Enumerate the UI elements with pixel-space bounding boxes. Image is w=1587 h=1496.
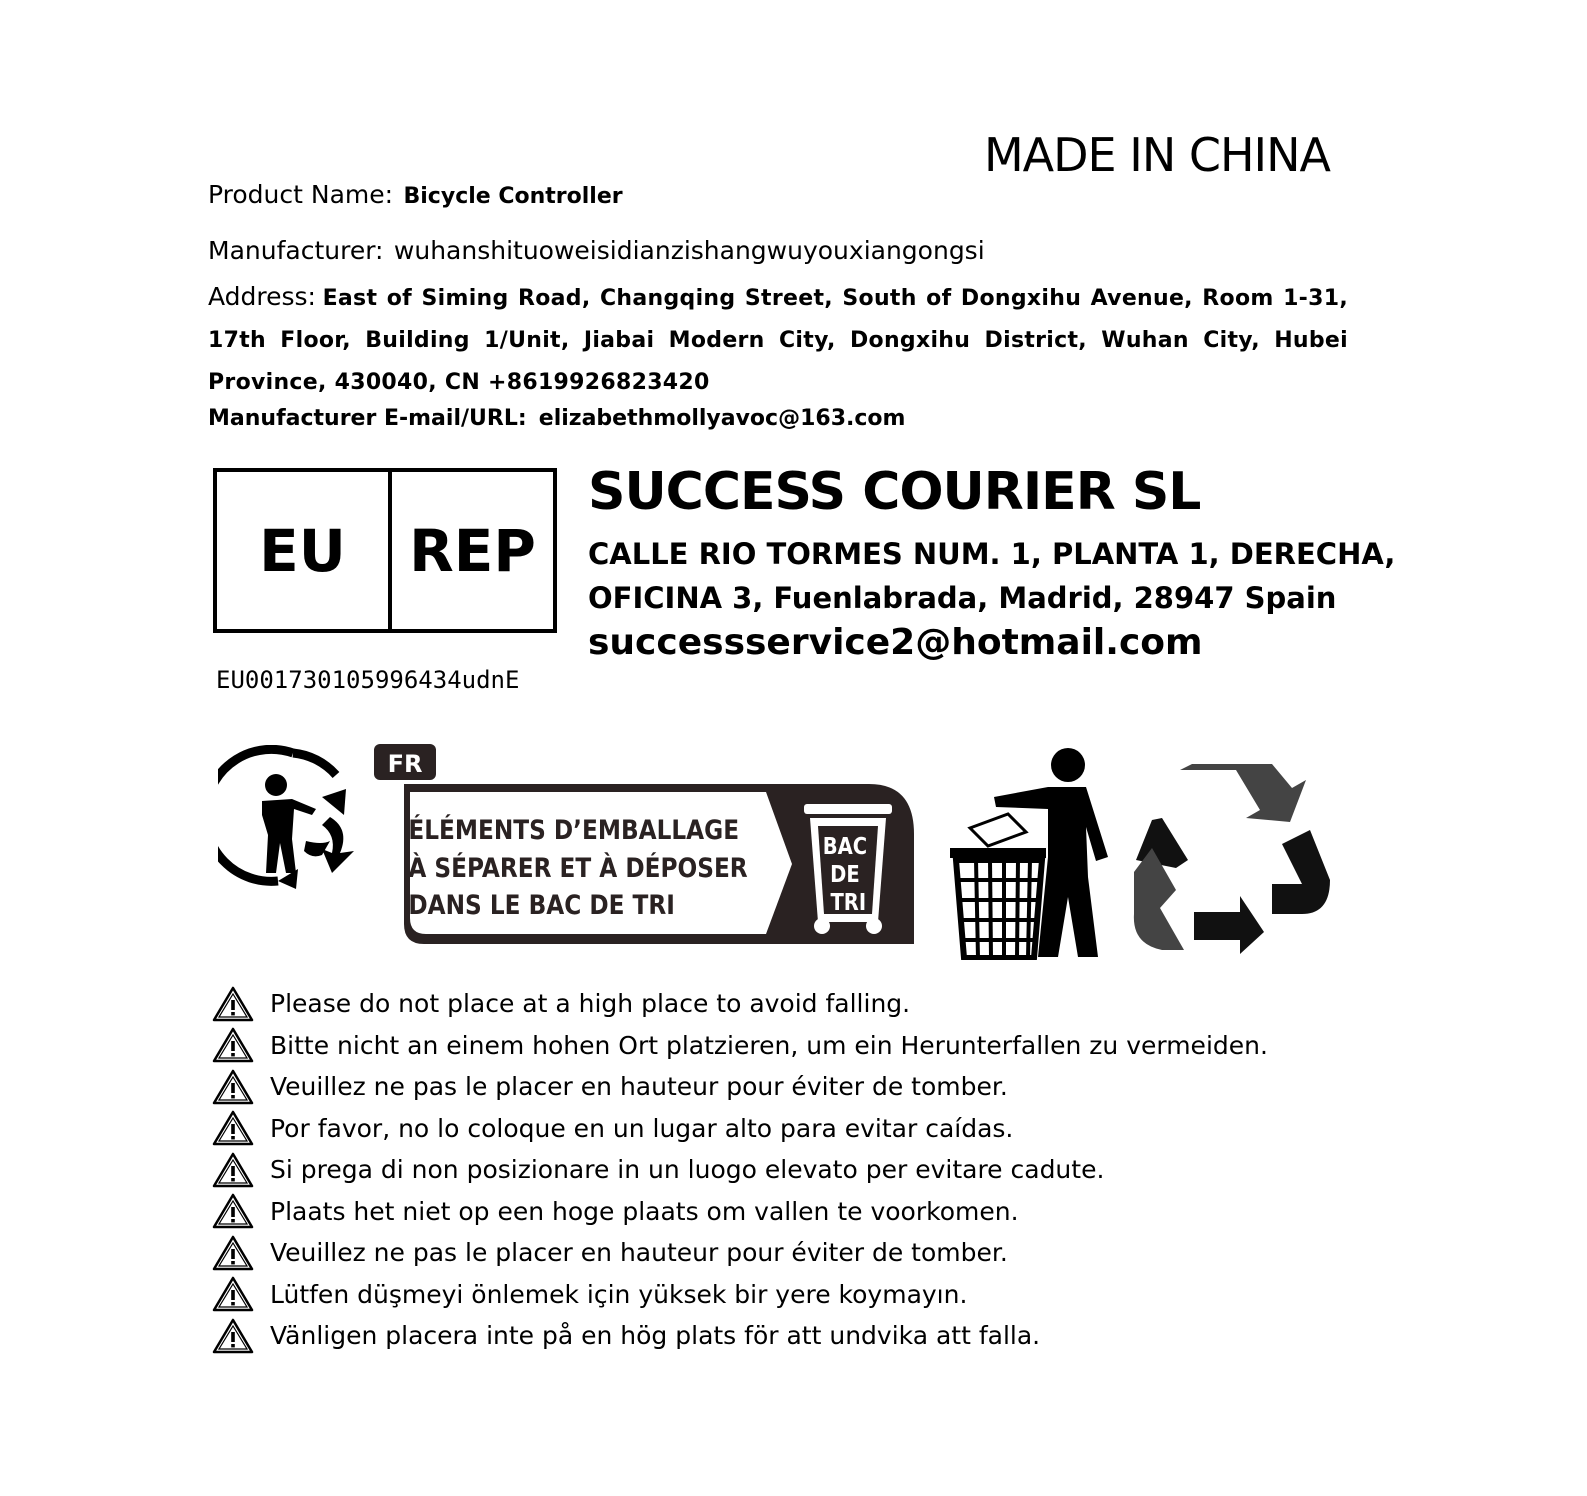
warning-icon xyxy=(212,986,254,1022)
triman-line1: ÉLÉMENTS D’EMBALLAGE xyxy=(408,814,740,846)
warning-text: Please do not place at a high place to avoid falling. xyxy=(270,989,911,1019)
warning-text: Vänligen placera inte på en hög plats för att undvika att falla. xyxy=(270,1321,1041,1351)
warning-line xyxy=(212,1149,1268,1191)
warning-icon xyxy=(212,1235,254,1271)
warning-icon xyxy=(212,1318,254,1354)
warning-text: Si prega di non posizionare in un luogo elevato per evitare cadute. xyxy=(270,1155,1105,1185)
eu-rep-info xyxy=(588,462,1395,663)
bin-line2: DE xyxy=(830,861,860,889)
manufacturer-email-value: elizabethmollyavoc@163.com xyxy=(538,406,906,431)
warning-line xyxy=(212,1315,1268,1357)
triman-line2: À SÉPARER ET À DÉPOSER xyxy=(408,852,748,884)
eu-rep-address-line2: OFICINA 3, Fuenlabrada, Madrid, 28947 Spain xyxy=(588,581,1337,615)
warning-text: Bitte nicht an einem hohen Ort platzieren, um ein Herunterfallen zu vermeiden. xyxy=(270,1030,1268,1060)
triman-country: FR xyxy=(387,750,423,778)
manufacturer-label: Manufacturer: xyxy=(208,236,384,265)
warning-text: Plaats het niet op een hoge plaats om vallen te voorkomen. xyxy=(270,1196,1019,1226)
bin-line1: BAC xyxy=(822,833,868,861)
product-name-value: Bicycle Controller xyxy=(403,184,623,209)
warning-text: Veuillez ne pas le placer en hauteur pour éviter de tomber. xyxy=(270,1238,1008,1268)
address-label: Address: xyxy=(208,282,316,311)
warning-text: Por favor, no lo coloque en un lugar alto para evitar caídas. xyxy=(270,1113,1014,1143)
eu-rep-email: successservice2@hotmail.com xyxy=(588,622,1203,663)
warning-icon xyxy=(212,1152,254,1188)
bin-line3: TRI xyxy=(830,889,867,917)
warning-icon xyxy=(212,1069,254,1105)
manufacturer-value: wuhanshituoweisidianzishangwuyouxiangongsi xyxy=(393,236,985,265)
eu-rep-box xyxy=(213,468,557,633)
manufacturer-email-label: Manufacturer E-mail/URL: xyxy=(208,406,527,431)
warning-line xyxy=(212,1025,1268,1067)
manufacturer-email-row xyxy=(208,405,905,431)
eu-rep-right: REP xyxy=(409,516,536,585)
warning-line xyxy=(212,1066,1268,1108)
warning-icon xyxy=(212,1110,254,1146)
address-block xyxy=(208,276,1348,404)
warning-line xyxy=(212,1274,1268,1316)
product-name-row xyxy=(208,180,623,209)
manufacturer-row xyxy=(208,236,985,265)
eu-rep-code: EU001730105996434udnE xyxy=(216,666,520,694)
eu-rep-company: SUCCESS COURIER SL xyxy=(588,462,1201,522)
made-in-china: MADE IN CHINA xyxy=(983,128,1330,182)
warning-line xyxy=(212,1191,1268,1233)
warnings-list xyxy=(212,983,1268,1357)
triman-banner xyxy=(374,744,940,952)
eu-rep-address xyxy=(588,532,1395,620)
warning-text: Veuillez ne pas le placer en hauteur pour éviter de tomber. xyxy=(270,1072,1008,1102)
triman-line3: DANS LE BAC DE TRI xyxy=(408,889,675,921)
warning-icon xyxy=(212,1193,254,1229)
tidyman-icon xyxy=(986,747,1116,959)
product-name-label: Product Name: xyxy=(208,180,394,209)
warning-line xyxy=(212,1108,1268,1150)
warning-icon xyxy=(212,1027,254,1063)
warning-line xyxy=(212,983,1268,1025)
warning-icon xyxy=(212,1276,254,1312)
warning-line xyxy=(212,1232,1268,1274)
triman-icon xyxy=(218,745,368,890)
address-value: East of Siming Road, Changqing Street, South of Dongxihu Avenue, Room 1-31, 17th Floor, Building 1/Unit, Jiabai Modern City, Dongxihu District, Wuhan City, Hubei Province, 430040, CN +8619926823420 xyxy=(208,286,1348,395)
eu-rep-address-line1: CALLE RIO TORMES NUM. 1, PLANTA 1, DERECHA, xyxy=(588,537,1396,571)
recycling-symbol-icon xyxy=(1132,764,1330,956)
warning-text: Lütfen düşmeyi önlemek için yüksek bir yere koymayın. xyxy=(270,1279,968,1309)
eu-rep-left: EU xyxy=(217,472,392,629)
